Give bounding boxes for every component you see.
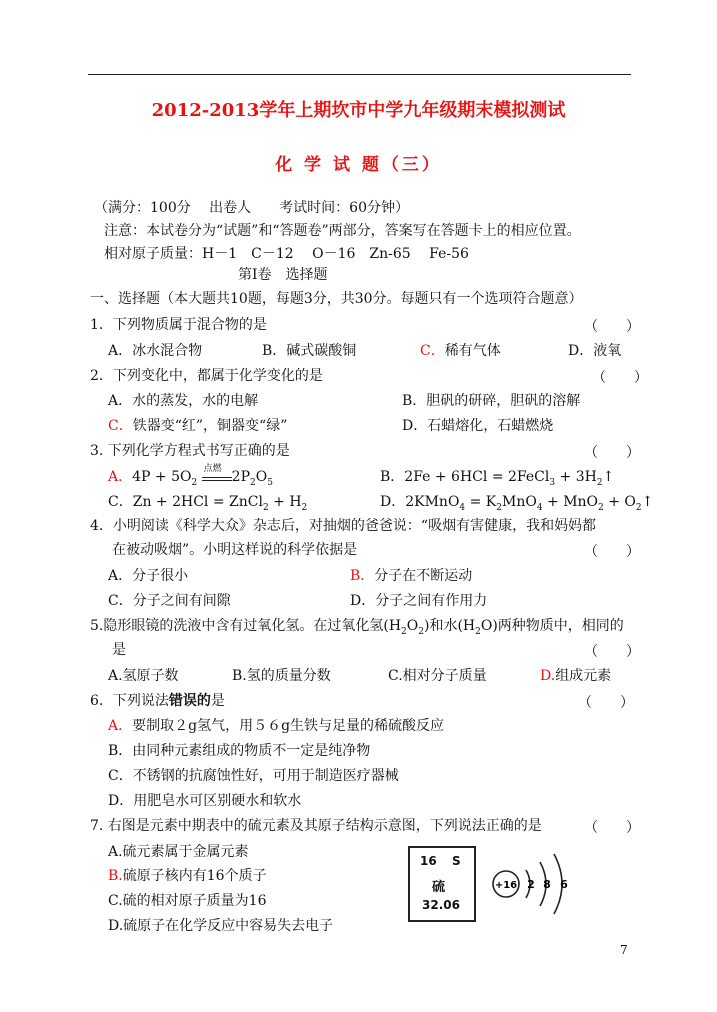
exam-info: （满分：100分 出卷人 考试时间：60分钟） [94, 200, 409, 216]
q6-option-a-text: 要制取２g氢气，用５６g生铁与足量的稀硫酸反应 [132, 718, 445, 734]
q3-answer-blank: （ ） [584, 445, 640, 461]
q5-option-a: A.氢原子数 [108, 668, 179, 684]
notice: 注意：本试卷分为“试题”和“答题卷”两部分，答案写在答题卡上的相应位置。 [104, 223, 581, 239]
q6-option-a [108, 717, 444, 735]
q7-answer-blank: （ ） [584, 820, 640, 836]
element-name: 硫 [432, 880, 446, 895]
q2-option-a: A．水的蒸发，水的电解 [108, 393, 259, 409]
q7-option-b-text: 硫原子核内有16个质子 [122, 868, 267, 884]
exam-subtitle: 化 学 试 题（三） [275, 155, 442, 175]
q3-option-a-lhs: 4P + 5O [132, 469, 192, 485]
nucleus-charge: +16 [494, 880, 518, 891]
top-rule [88, 74, 631, 75]
q4-option-d: D．分子之间有作用力 [350, 593, 488, 609]
q3-option-d-text5: + O [603, 494, 636, 510]
q5-stem-part3: )和水(H [423, 618, 476, 634]
q4-option-b-text: 分子在不断运动 [374, 568, 473, 584]
answer-marker: B． [350, 568, 375, 584]
q7-option-c: C.硫的相对原子质量为16 [108, 893, 267, 909]
answer-marker: A． [108, 469, 133, 485]
q1-option-c [420, 342, 501, 360]
periodic-table-cell [408, 846, 476, 922]
q2-option-c-text: 铁器变“红”，铜器变“绿” [132, 418, 288, 434]
section-heading: 第Ⅰ卷 选择题 [238, 267, 328, 283]
q2-answer-blank: （ ） [592, 370, 648, 386]
q5-option-b: B.氢的质量分数 [232, 668, 331, 684]
q5-stem-line1: 5.隐形眼镜的洗液中含有过氧化氢。在过氧化氢$(H_2O_2)$和水$(H_2O)$两种物质中，相同的 [90, 618, 624, 637]
q5-option-d-text: 组成元素 [555, 668, 612, 684]
q5-stem-part4: O)两种物质中，相同的 [480, 618, 624, 634]
q1-stem: 1．下列物质属于混合物的是 [90, 317, 267, 333]
q1-option-b: B．碱式碳酸铜 [262, 343, 357, 359]
q4-option-a: A．分子很小 [108, 568, 189, 584]
q3-option-c-text: C．Zn + 2HCl = ZnCl [108, 494, 263, 510]
q6-answer-blank: （ ） [578, 695, 634, 711]
q5-answer-blank: （ ） [584, 644, 640, 660]
q4-option-c: C．分子之间有间隙 [108, 593, 231, 609]
q6-stem-part2: 是 [210, 693, 225, 709]
q3-option-d-text4: + MnO [542, 494, 599, 510]
q3-option-a: A．$4P + 5O_2$ 点燃 $2P_2O_5$ [108, 468, 273, 492]
reaction-condition [202, 464, 232, 481]
page-number: 7 [620, 943, 628, 957]
q4-stem-line1: 4．小明阅读《科学大众》杂志后，对抽烟的爸爸说：“吸烟有害健康，我和妈妈都 [90, 518, 597, 534]
section-instructions: 一、选择题（本大题共10题，每题3分，共30分。每题只有一个选项符合题意） [90, 291, 583, 307]
q3-option-d-text2: = K [465, 494, 497, 510]
q2-option-b: B．胆矾的研碎，胆矾的溶解 [402, 393, 581, 409]
q6-option-d: D．用肥皂水可区别硬水和软水 [108, 793, 302, 809]
answer-marker: A． [108, 718, 133, 734]
q7-stem: 7. 右图是元素中期表中的硫元素及其原子结构示意图，下列说法正确的是 [90, 818, 542, 834]
q1-option-d: D．液氧 [568, 343, 622, 359]
q3-option-c: C．Zn + 2HCl = ZnCl$_2$ + $H_2$ [108, 494, 308, 513]
q1-option-a: A．冰水混合物 [108, 343, 203, 359]
q2-stem: 2．下列变化中，都属于化学变化的是 [90, 368, 323, 384]
q6-stem [90, 692, 225, 710]
atomic-number: 16 [420, 854, 437, 868]
q5-stem-part2: O [406, 618, 419, 634]
q3-option-c-text2: + H [268, 494, 302, 510]
q7-option-a: A.硫元素属于金属元素 [108, 844, 249, 860]
q7-option-b [108, 867, 267, 885]
shell-1-electrons: 2 [527, 878, 535, 891]
q4-answer-blank: （ ） [584, 544, 640, 560]
q3-option-a-rhs2: O [255, 469, 268, 485]
q4-stem-line2: 在被动吸烟”。小明这样说的科学依据是 [112, 542, 358, 558]
q3-option-a-rhs: 2P [231, 469, 250, 485]
atomic-structure-diagram [488, 846, 588, 922]
answer-marker: B. [108, 868, 123, 884]
q1-option-c-text: 稀有气体 [444, 343, 501, 359]
q2-option-c [108, 417, 287, 435]
q3-stem: 3. 下列化学方程式书写正确的是 [90, 443, 290, 459]
q3-option-b: B．2Fe + 6HCl = 2FeCl$_3$ + $3H_2↑$ [380, 469, 615, 488]
q4-option-b [350, 567, 472, 585]
q5-option-d [540, 667, 611, 685]
q3-option-d-text: D．2KMnO [380, 494, 460, 510]
q5-stem-line2: 是 [112, 642, 126, 658]
q5-stem-part1: 5.隐形眼镜的洗液中含有过氧化氢。在过氧化氢(H [90, 618, 402, 634]
q3-option-d-text3: MnO [501, 494, 537, 510]
q3-option-b-text: B．2Fe + 6HCl = 2FeCl [380, 469, 550, 485]
q2-option-d: D．石蜡熔化，石蜡燃烧 [402, 418, 554, 434]
atomic-mass: 32.06 [422, 898, 460, 912]
q3-option-d: D．2KMnO$_4$ = $K_2MnO_4 + MnO_2$ + $O_2↑$ [380, 494, 654, 513]
q3-option-b-text2: + 3H [555, 469, 597, 485]
element-symbol: S [452, 854, 461, 868]
q6-stem-part1: 6．下列说法 [90, 693, 169, 709]
q6-option-c: C．不锈钢的抗腐蚀性好，可用于制造医疗器械 [108, 768, 399, 784]
condition-label: 点燃 [203, 464, 222, 474]
answer-marker: C． [108, 418, 133, 434]
q7-option-d: D.硫原子在化学反应中容易失去电子 [108, 918, 334, 934]
exam-title: 2012-2013学年上期坎市中学九年级期末模拟测试 [151, 100, 566, 121]
shell-2-electrons: 8 [543, 878, 551, 891]
q5-option-c: C.相对分子质量 [388, 668, 487, 684]
q6-option-b: B．由同种元素组成的物质不一定是纯净物 [108, 743, 371, 759]
answer-marker: D. [540, 668, 556, 684]
q6-stem-emphasis: 错误的 [168, 693, 211, 709]
atomic-masses: 相对原子质量：H－1 C－12 O－16 Zn-65 Fe-56 [104, 246, 469, 262]
shell-3-electrons: 6 [560, 878, 568, 891]
answer-marker: C． [420, 343, 445, 359]
q1-answer-blank: （ ） [584, 319, 640, 335]
